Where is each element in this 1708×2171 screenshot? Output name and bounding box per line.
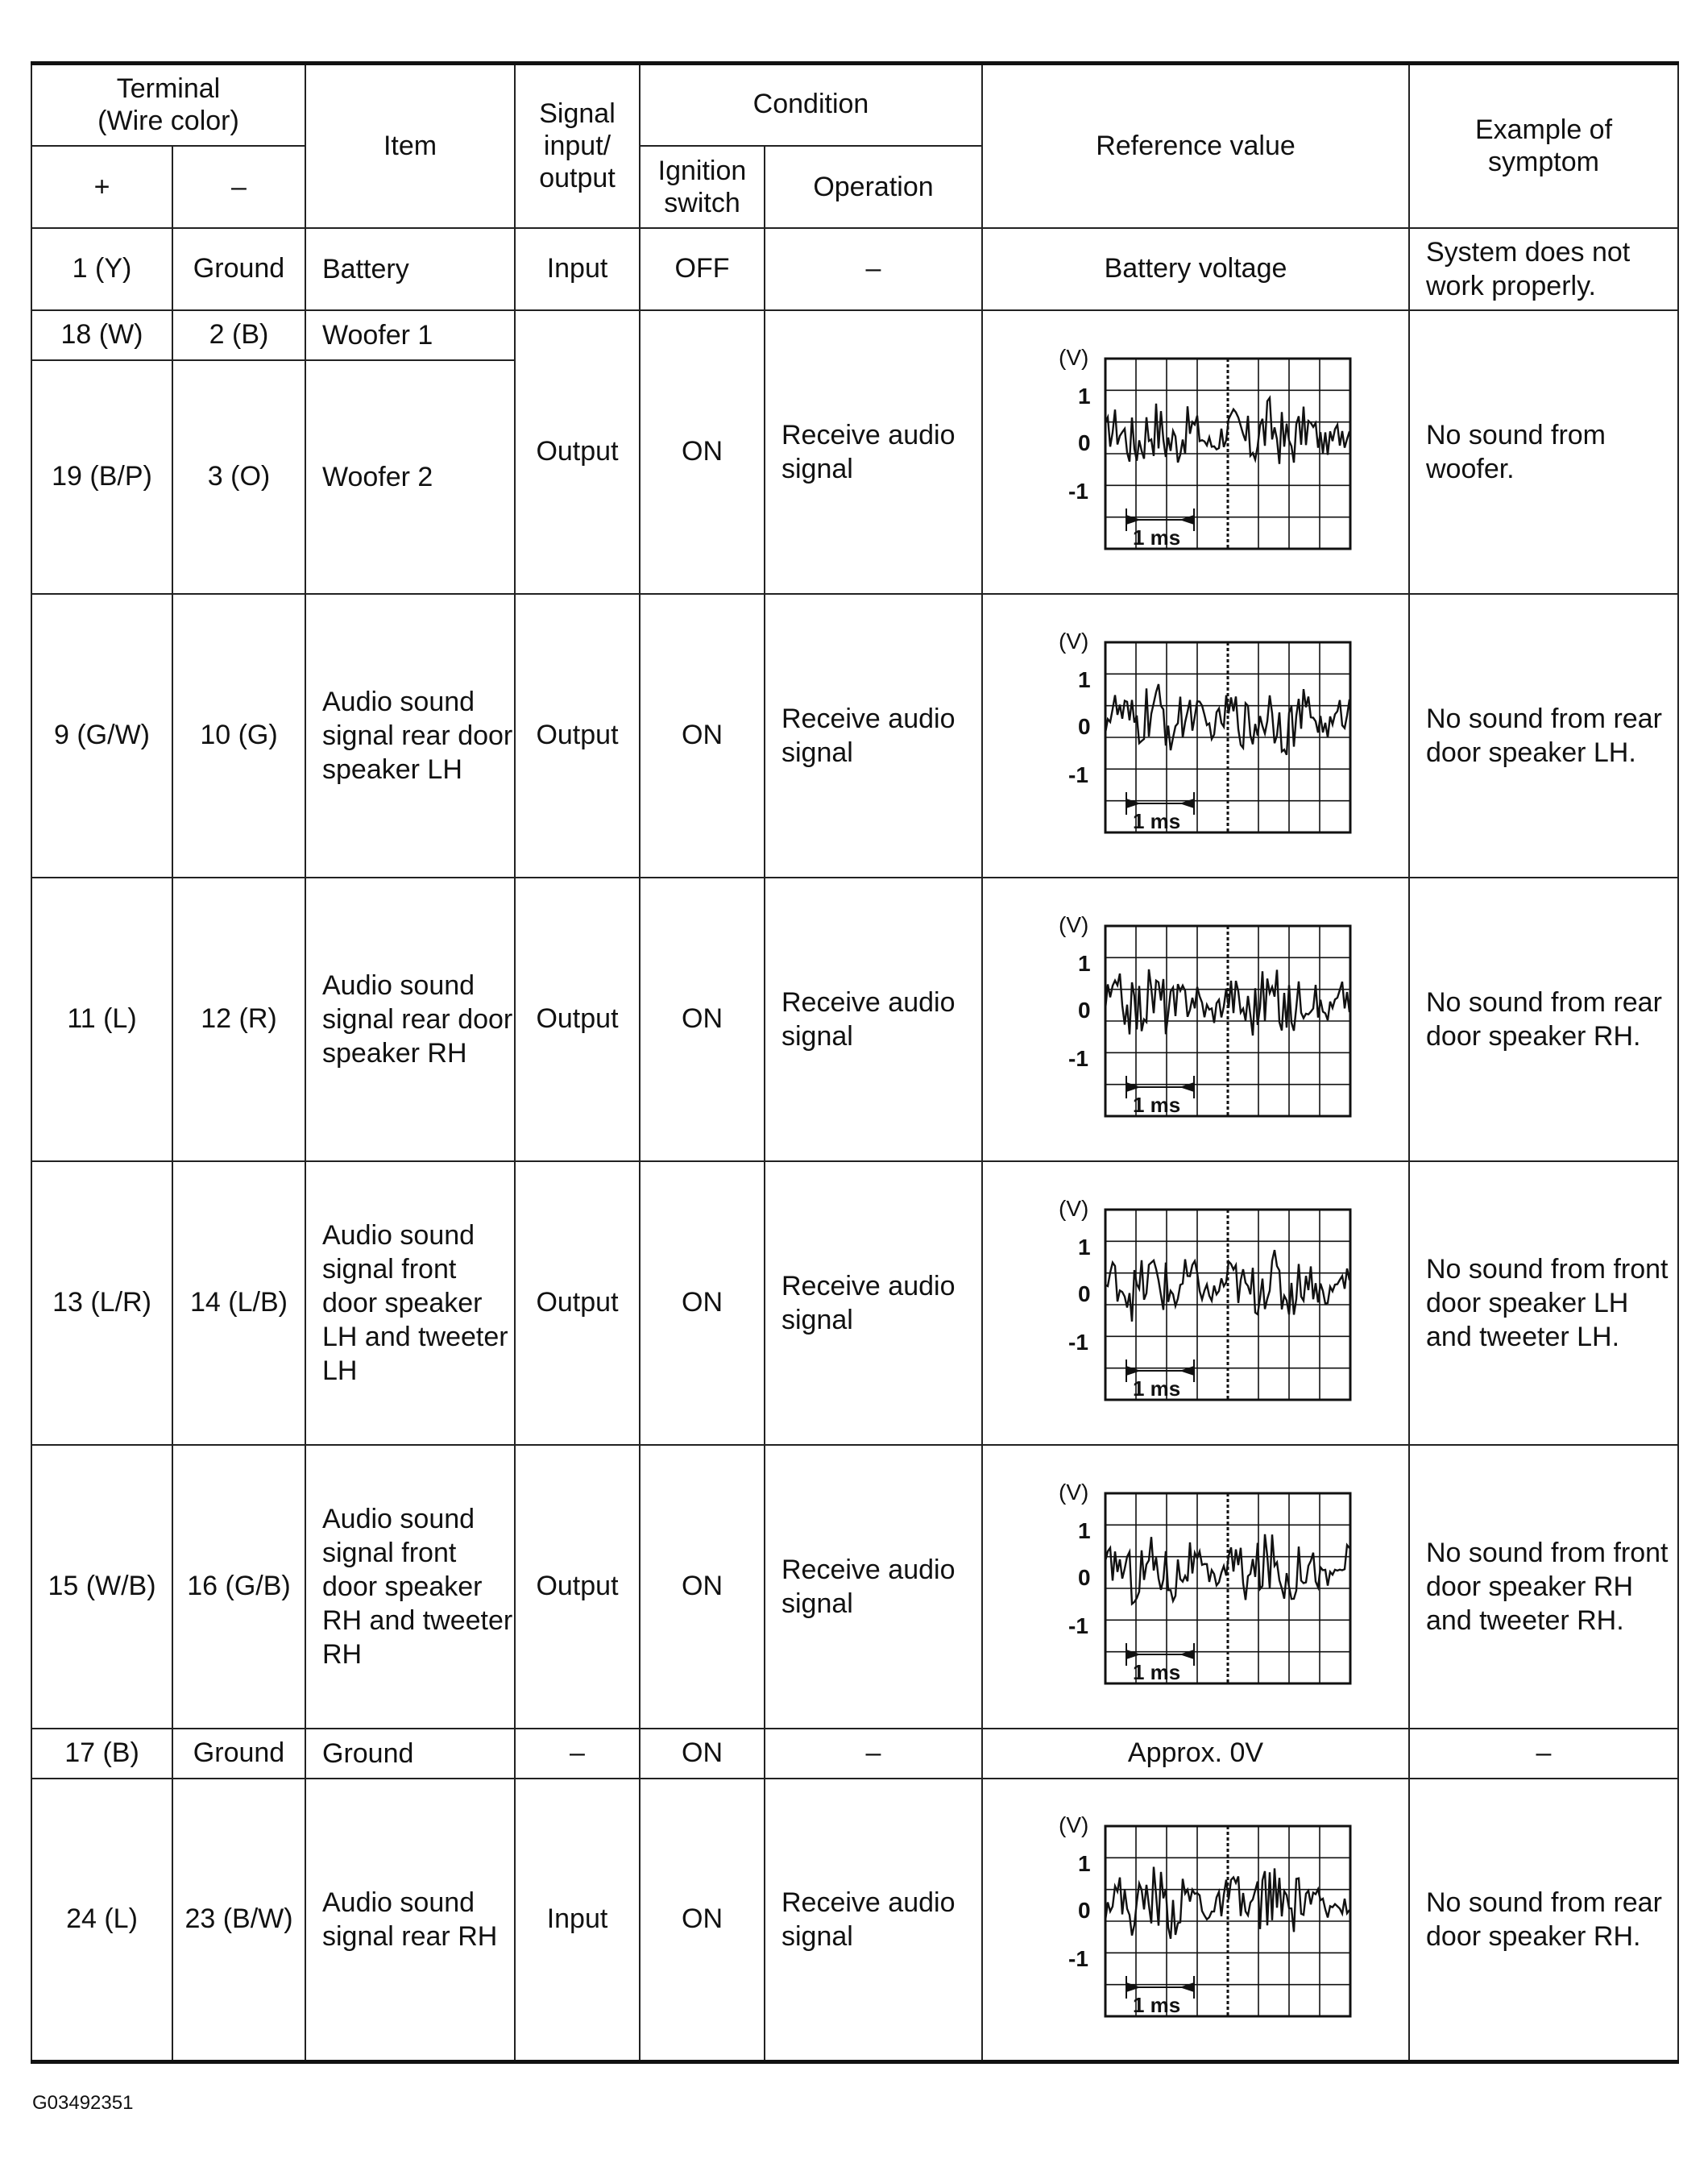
signal-cell: Output <box>515 1161 640 1445</box>
header-condition: Condition <box>640 64 982 146</box>
operation-cell: – <box>765 228 982 310</box>
table-row <box>31 878 1678 1161</box>
table-row <box>31 1729 1678 1779</box>
terminal-plus: 19 (B/P) <box>31 360 172 594</box>
scope-y-label: 0 <box>1078 997 1091 1023</box>
time-arrow-right <box>1126 1982 1141 1992</box>
symptom-cell: No sound from rear door speaker RH. <box>1409 1779 1678 2062</box>
terminal-plus: 13 (L/R) <box>31 1161 172 1445</box>
operation-cell: Receive audio signal <box>765 594 982 878</box>
header-terminal: Terminal (Wire color) <box>31 64 305 146</box>
operation-cell: Receive audio signal <box>765 878 982 1161</box>
time-arrow-left <box>1179 799 1194 808</box>
reference-waveform-cell <box>982 594 1409 878</box>
scope-y-label: 0 <box>1078 1897 1091 1923</box>
signal-cell: Input <box>515 228 640 310</box>
scope-unit-label: (V) <box>1059 630 1089 654</box>
ignition-cell: ON <box>640 310 765 594</box>
scope-y-label: 1 <box>1078 1234 1091 1260</box>
time-arrow-right <box>1126 1082 1141 1092</box>
ignition-cell: ON <box>640 594 765 878</box>
scope-y-label: -1 <box>1068 478 1088 504</box>
terminal-plus: 18 (W) <box>31 310 172 360</box>
waveform-chart <box>1034 1198 1357 1408</box>
signal-cell: Output <box>515 1445 640 1729</box>
terminal-table <box>31 61 1679 2064</box>
scope-unit-label: (V) <box>1059 914 1089 937</box>
signal-cell: Output <box>515 594 640 878</box>
scope-y-label: 1 <box>1078 1850 1091 1876</box>
operation-cell: Receive audio signal <box>765 1445 982 1729</box>
scope-time-label: 1 ms <box>1133 525 1181 550</box>
time-arrow-right <box>1126 1366 1141 1376</box>
scope-time-label: 1 ms <box>1133 1659 1181 1684</box>
operation-cell: Receive audio signal <box>765 1161 982 1445</box>
time-arrow-right <box>1126 1650 1141 1659</box>
item-cell: Audio sound signal front door speaker LH and tweeter LH <box>305 1161 515 1445</box>
item-cell: Audio sound signal rear RH <box>305 1779 515 2062</box>
scope-unit-label: (V) <box>1059 1814 1089 1837</box>
terminal-plus: 1 (Y) <box>31 228 172 310</box>
header-reference: Reference value <box>982 64 1409 228</box>
terminal-minus: 16 (G/B) <box>172 1445 305 1729</box>
symptom-cell: – <box>1409 1729 1678 1779</box>
figure-code: G03492351 <box>32 2092 134 2114</box>
header-symptom: Example of symptom <box>1409 64 1678 228</box>
time-arrow-left <box>1179 1366 1194 1376</box>
header-signal: Signal input/ output <box>515 64 640 228</box>
ignition-cell: ON <box>640 878 765 1161</box>
scope-y-label: -1 <box>1068 1613 1088 1638</box>
signal-cell: Output <box>515 310 640 594</box>
time-arrow-left <box>1179 1650 1194 1659</box>
header-operation: Operation <box>765 146 982 228</box>
waveform-chart <box>1034 347 1357 557</box>
symptom-cell: No sound from front door speaker LH and tweeter LH. <box>1409 1161 1678 1445</box>
table-row <box>31 1445 1678 1729</box>
waveform-chart <box>1034 631 1357 841</box>
terminal-minus: Ground <box>172 1729 305 1779</box>
scope-time-label: 1 ms <box>1133 1992 1181 2017</box>
table-row <box>31 228 1678 310</box>
terminal-plus: 24 (L) <box>31 1779 172 2062</box>
terminal-minus: 23 (B/W) <box>172 1779 305 2062</box>
terminal-minus: 12 (R) <box>172 878 305 1161</box>
reference-waveform-cell <box>982 1779 1409 2062</box>
terminal-plus: 17 (B) <box>31 1729 172 1779</box>
reference-waveform-cell <box>982 878 1409 1161</box>
terminal-minus: 10 (G) <box>172 594 305 878</box>
symptom-cell: No sound from front door speaker RH and tweeter RH. <box>1409 1445 1678 1729</box>
signal-cell: Output <box>515 878 640 1161</box>
time-arrow-right <box>1126 515 1141 525</box>
header-ignition: Ignition switch <box>640 146 765 228</box>
terminal-plus: 15 (W/B) <box>31 1445 172 1729</box>
symptom-cell: No sound from woofer. <box>1409 310 1678 594</box>
ignition-cell: ON <box>640 1445 765 1729</box>
scope-y-label: -1 <box>1068 1045 1088 1071</box>
scope-y-label: 0 <box>1078 430 1091 455</box>
scope-y-label: 1 <box>1078 1517 1091 1543</box>
scope-unit-label: (V) <box>1059 1198 1089 1221</box>
time-arrow-left <box>1179 515 1194 525</box>
table-row <box>31 594 1678 878</box>
signal-cell: Input <box>515 1779 640 2062</box>
scope-time-label: 1 ms <box>1133 808 1181 833</box>
time-arrow-left <box>1179 1082 1194 1092</box>
header-minus: – <box>172 146 305 228</box>
table-row <box>31 310 1678 360</box>
terminal-minus: 14 (L/B) <box>172 1161 305 1445</box>
terminal-plus: 9 (G/W) <box>31 594 172 878</box>
header-item: Item <box>305 64 515 228</box>
scope-y-label: -1 <box>1068 762 1088 787</box>
operation-cell: – <box>765 1729 982 1779</box>
reference-waveform-cell <box>982 1161 1409 1445</box>
symptom-cell: No sound from rear door speaker RH. <box>1409 878 1678 1161</box>
scope-y-label: 1 <box>1078 666 1091 692</box>
symptom-cell: No sound from rear door speaker LH. <box>1409 594 1678 878</box>
scope-time-label: 1 ms <box>1133 1376 1181 1401</box>
terminal-minus: Ground <box>172 228 305 310</box>
scope-y-label: -1 <box>1068 1945 1088 1971</box>
ignition-cell: OFF <box>640 228 765 310</box>
header-plus: + <box>31 146 172 228</box>
item-cell: Battery <box>305 228 515 310</box>
scope-unit-label: (V) <box>1059 347 1089 370</box>
operation-cell: Receive audio signal <box>765 310 982 594</box>
item-cell: Ground <box>305 1729 515 1779</box>
ignition-cell: ON <box>640 1779 765 2062</box>
signal-cell: – <box>515 1729 640 1779</box>
item-cell: Woofer 2 <box>305 360 515 594</box>
ignition-cell: ON <box>640 1161 765 1445</box>
item-cell: Audio sound signal front door speaker RH and tweeter RH <box>305 1445 515 1729</box>
scope-y-label: 1 <box>1078 383 1091 409</box>
time-arrow-right <box>1126 799 1141 808</box>
terminal-plus: 11 (L) <box>31 878 172 1161</box>
waveform-chart <box>1034 915 1357 1124</box>
scope-y-label: -1 <box>1068 1329 1088 1355</box>
item-cell: Audio sound signal rear door speaker LH <box>305 594 515 878</box>
time-arrow-left <box>1179 1982 1194 1992</box>
scope-unit-label: (V) <box>1059 1481 1089 1505</box>
scope-y-label: 0 <box>1078 1281 1091 1306</box>
reference-waveform-cell <box>982 1445 1409 1729</box>
item-cell: Audio sound signal rear door speaker RH <box>305 878 515 1161</box>
terminal-minus: 3 (O) <box>172 360 305 594</box>
scope-y-label: 0 <box>1078 1564 1091 1590</box>
item-cell: Woofer 1 <box>305 310 515 360</box>
ignition-cell: ON <box>640 1729 765 1779</box>
scope-y-label: 0 <box>1078 713 1091 739</box>
reference-cell: Battery voltage <box>982 228 1409 310</box>
table-row <box>31 1779 1678 2062</box>
reference-cell: Approx. 0V <box>982 1729 1409 1779</box>
waveform-chart <box>1034 1482 1357 1692</box>
operation-cell: Receive audio signal <box>765 1779 982 2062</box>
symptom-cell: System does not work properly. <box>1409 228 1678 310</box>
table-row <box>31 1161 1678 1445</box>
scope-time-label: 1 ms <box>1133 1092 1181 1117</box>
scope-y-label: 1 <box>1078 950 1091 976</box>
reference-waveform-cell <box>982 310 1409 594</box>
waveform-chart <box>1034 1815 1357 2024</box>
terminal-minus: 2 (B) <box>172 310 305 360</box>
